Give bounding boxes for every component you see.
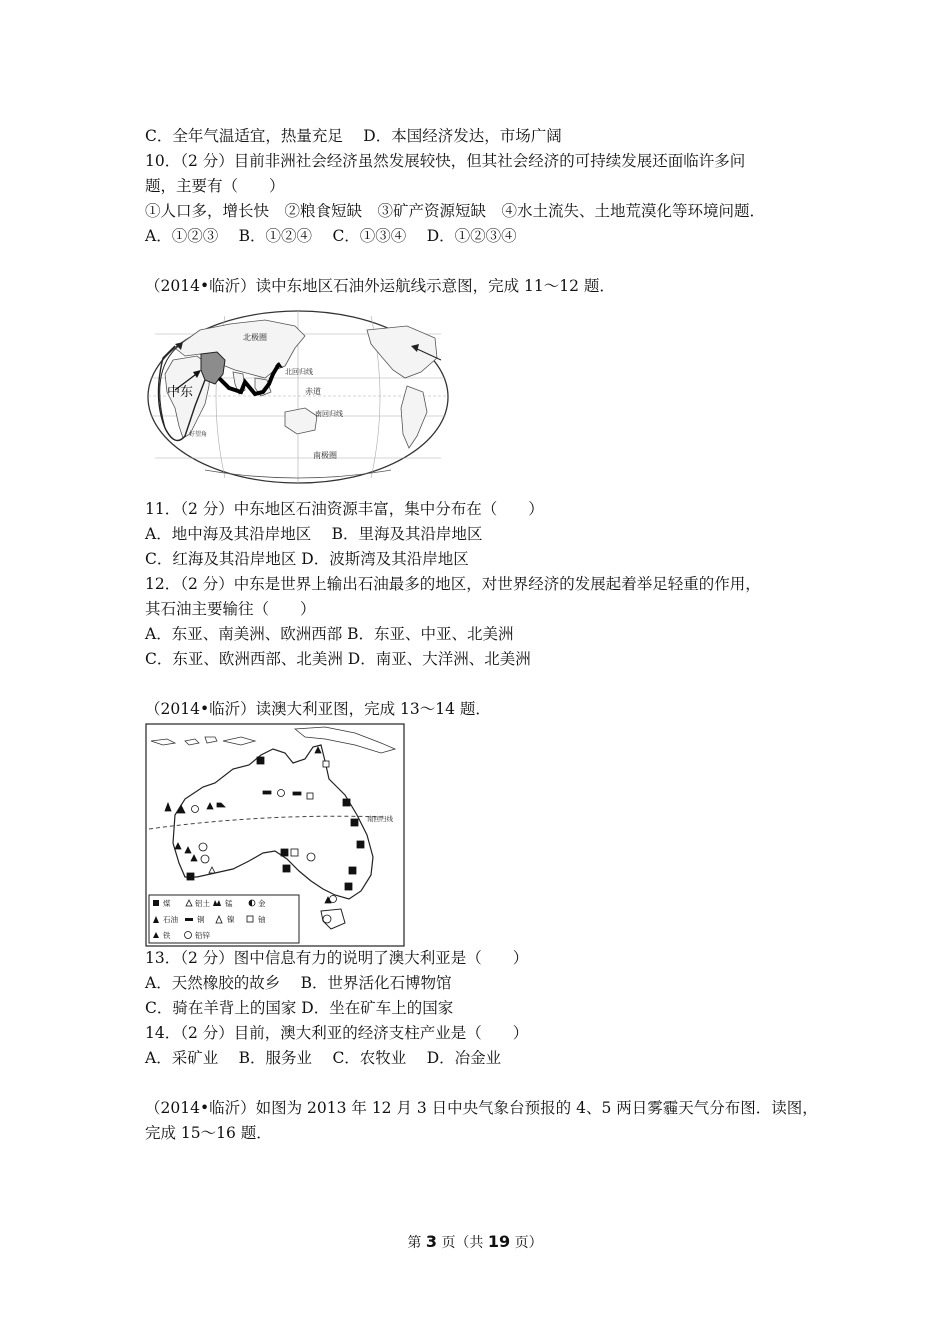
legend-iron: 铁 [163, 931, 171, 940]
option-line-q9-cd: C．全年气温适宜，热量充足 D．本国经济发达，市场广阔 [145, 127, 562, 145]
question-10: 10．（2 分）目前非洲社会经济虽然发展较快，但其社会经济的可持续发展还面临许多问 [145, 152, 746, 170]
question-11-ab: A．地中海及其沿岸地区 B．里海及其沿岸地区 [145, 525, 483, 543]
legend-copper: 铜 [197, 915, 205, 924]
question-10-items: ①人口多，增长快 ②粮食短缺 ③矿产资源短缺 ④水土流失、土地荒漠化等环境问题． [145, 202, 766, 220]
legend-manganese: 锰 [225, 899, 233, 908]
legend-lead-zinc: 铅锌 [195, 931, 210, 940]
australia-mineral-map [145, 723, 405, 947]
stem-15-16: （2014•临沂）如图为 2013 年 12 月 3 日中央气象台预报的 4、5 两日雾霾天气分布图．读图， [145, 1099, 818, 1117]
tropic-south-label: 南回归线 [315, 410, 343, 418]
cape-label: 好望角 [189, 431, 208, 438]
stem-15-16-cont: 完成 15～16 题． [145, 1124, 272, 1142]
legend-bauxite: 铝土 [195, 899, 210, 908]
question-10-cont: 题，主要有（ ） [145, 177, 285, 195]
question-12: 12．（2 分）中东是世界上输出石油最多的地区，对世界经济的发展起着举足轻重的作用， [145, 575, 761, 593]
legend-uranium: 铀 [258, 915, 266, 924]
question-12-ab: A．东亚、南美洲、欧洲西部 B．东亚、中亚、北美洲 [145, 625, 514, 643]
question-12-cont: 其石油主要输往（ ） [145, 600, 316, 618]
question-13-cd: C．骑在羊背上的国家 D．坐在矿车上的国家 [145, 999, 454, 1017]
legend-gold: 金 [258, 899, 266, 908]
tropic-label: 南回归线 [367, 815, 393, 823]
footer-suffix: 页） [514, 1235, 543, 1251]
legend-coal: 煤 [163, 899, 171, 908]
question-10-options: A．①②③ B．①②④ C．①③④ D．①②③④ [145, 227, 517, 245]
antarctic-label: 南极圈 [313, 451, 337, 460]
tropic-north-label: 北回归线 [285, 368, 313, 376]
question-14-options: A．采矿业 B．服务业 C．农牧业 D．冶金业 [145, 1049, 502, 1067]
question-13: 13．（2 分）图中信息有力的说明了澳大利亚是（ ） [145, 949, 529, 967]
middle-east-label: 中东 [167, 385, 194, 400]
stem-13-14: （2014•临沂）读澳大利亚图，完成 13～14 题． [145, 700, 491, 718]
question-13-ab: A．天然橡胶的故乡 B．世界活化石博物馆 [145, 974, 452, 992]
equator-label: 赤道 [305, 387, 321, 396]
question-12-cd: C．东亚、欧洲西部、北美洲 D．南亚、大洋洲、北美洲 [145, 650, 531, 668]
footer-prefix: 第 [407, 1235, 422, 1251]
footer-total-pages: 19 [487, 1232, 511, 1251]
footer-middle: 页（共 [441, 1235, 484, 1251]
stem-11-12: （2014•临沂）读中东地区石油外运航线示意图，完成 11～12 题． [145, 277, 615, 295]
footer-page-number: 3 [425, 1232, 437, 1251]
page-footer [0, 1232, 950, 1253]
question-11: 11．（2 分）中东地区石油资源丰富，集中分布在（ ） [145, 500, 544, 518]
legend-nickel: 镍 [227, 915, 235, 924]
question-14: 14．（2 分）目前，澳大利亚的经济支柱产业是（ ） [145, 1024, 529, 1042]
question-11-cd: C．红海及其沿岸地区 D．波斯湾及其沿岸地区 [145, 550, 469, 568]
legend-oil: 石油 [163, 915, 178, 924]
middle-east-oil-route-map [145, 308, 451, 486]
arctic-label: 北极圈 [243, 333, 267, 342]
